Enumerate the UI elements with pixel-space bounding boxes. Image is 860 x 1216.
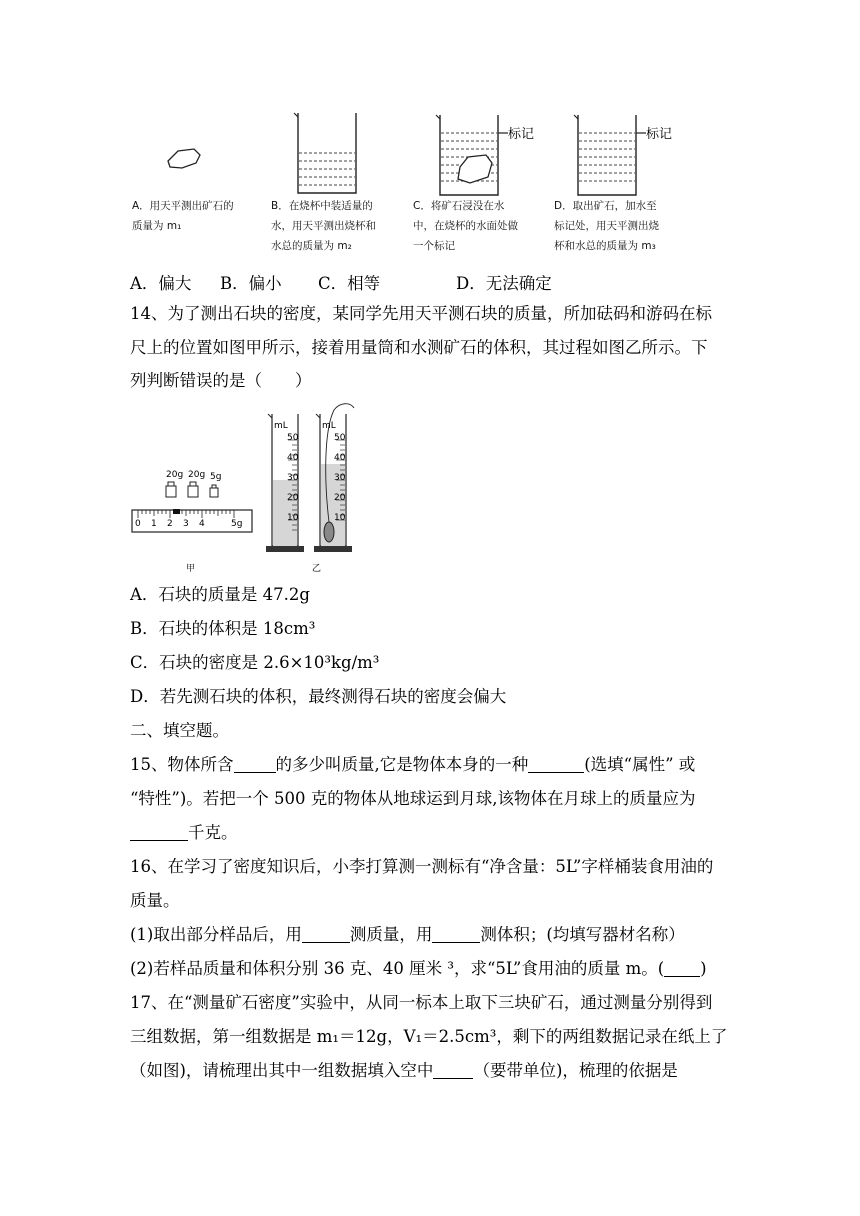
q14-option-a: A．石块的质量是 47.2g bbox=[130, 585, 310, 604]
q16-line-3: (1)取出部分样品后，用 测质量，用 测体积；(均填写器材名称） bbox=[130, 925, 685, 944]
q13-option-c: C．相等 bbox=[318, 274, 381, 293]
label-jia: 甲 bbox=[186, 564, 196, 574]
q13-figure bbox=[130, 105, 690, 200]
q13-option-d: D．无法确定 bbox=[456, 274, 552, 293]
scale-tick-3: 3 bbox=[183, 519, 189, 529]
q16-line-2: 质量。 bbox=[130, 891, 180, 910]
beaker-d bbox=[574, 115, 646, 195]
mark-label-d: 标记 bbox=[646, 127, 673, 142]
q17-line-2: 三组数据，第一组数据是 m₁＝12g，V₁＝2.5cm³，剩下的两组数据记录在纸上了 bbox=[130, 1027, 728, 1046]
q14-line-1: 14、为了测出石块的密度，某同学先用天平测石块的质量，所加砝码和游码在标 bbox=[130, 304, 712, 323]
q15-line-2: “特性”)。若把一个 500 克的物体从地球运到月球,该物体在月球上的质量应为 bbox=[130, 789, 696, 808]
cylinder-1-tick-20: 20 bbox=[287, 493, 299, 503]
q15-line-3: 千克。 bbox=[130, 823, 238, 843]
section-heading: 二、填空题。 bbox=[130, 721, 229, 740]
scale-tick-2: 2 bbox=[167, 519, 173, 529]
q13-option-b: B．偏小 bbox=[220, 274, 282, 293]
cylinder-1-tick-10: 10 bbox=[287, 513, 299, 523]
label-yi: 乙 bbox=[312, 564, 322, 574]
q15-blank-2[interactable] bbox=[528, 756, 584, 773]
cylinder-1-tick-50: 50 bbox=[287, 433, 299, 443]
q15-line-1: 15、物体所含 的多少叫质量,它是物体本身的一种 (选填“属性” 或 bbox=[130, 755, 696, 774]
weight-20g-1 bbox=[166, 482, 176, 497]
caption-b: B．在烧杯中装适量的 水，用天平测出烧杯和 水总的质量为 m₂ bbox=[271, 200, 376, 252]
cylinder-1-unit: mL bbox=[274, 421, 288, 431]
cylinder-2-tick-40: 40 bbox=[334, 453, 346, 463]
cylinder-2-tick-30: 30 bbox=[334, 473, 346, 483]
q14-line-2: 尺上的位置如图甲所示，接着用量筒和水测矿石的体积，其过程如图乙所示。下 bbox=[130, 338, 708, 357]
caption-d: D．取出矿石，加水至 标记处，用天平测出烧 杯和水总的质量为 m₃ bbox=[554, 200, 659, 252]
scale-tick-1: 1 bbox=[151, 519, 157, 529]
q16-blank-2[interactable] bbox=[432, 926, 480, 943]
q13-option-a: A．偏大 bbox=[130, 274, 192, 293]
q14-option-c: C．石块的密度是 2.6×10³kg/m³ bbox=[130, 653, 380, 672]
scale-tick-0: 0 bbox=[135, 519, 141, 529]
weight-label-1: 20g bbox=[166, 470, 184, 480]
q16-line-1: 16、在学习了密度知识后，小李打算测一测标有“净含量：5L”字样桶装食用油的 bbox=[130, 857, 714, 876]
beaker-c bbox=[436, 115, 508, 195]
stone-in-cylinder bbox=[324, 522, 334, 542]
beaker-b bbox=[294, 113, 356, 193]
rock-drawing bbox=[168, 149, 200, 168]
cylinder-2-tick-10: 10 bbox=[334, 513, 346, 523]
cylinder-1-tick-40: 40 bbox=[287, 453, 299, 463]
q15-blank-3[interactable] bbox=[130, 824, 188, 841]
q14-line-3: 列判断错误的是（ ） bbox=[130, 371, 312, 390]
q14-option-d: D．若先测石块的体积，最终测得石块的密度会偏大 bbox=[130, 687, 507, 706]
caption-a: A．用天平测出矿石的 质量为 m₁ bbox=[132, 200, 234, 232]
weight-5g bbox=[210, 485, 218, 497]
rider bbox=[173, 509, 180, 514]
q17-line-3: （如图)，请梳理出其中一组数据填入空中 （要带单位)，梳理的依据是 bbox=[130, 1061, 678, 1080]
cylinder-2-tick-20: 20 bbox=[334, 493, 346, 503]
q17-line-1: 17、在“测量矿石密度”实验中，从同一标本上取下三块矿石，通过测量分别得到 bbox=[130, 993, 713, 1012]
scale-tick-4: 4 bbox=[199, 519, 205, 529]
q16-blank-1[interactable] bbox=[302, 926, 350, 943]
weight-label-2: 20g bbox=[188, 470, 206, 480]
q16-line-4: (2)若样品质量和体积分别 36 克、40 厘米 ³，求“5L”食用油的质量 m。( ) bbox=[130, 959, 707, 978]
q14-option-b: B．石块的体积是 18cm³ bbox=[130, 619, 316, 638]
scale-tick-5: 5g bbox=[231, 519, 243, 529]
weight-label-3: 5g bbox=[210, 472, 222, 482]
mark-label-c: 标记 bbox=[508, 127, 535, 142]
q17-blank-1[interactable] bbox=[433, 1062, 473, 1079]
cylinder-2-unit: mL bbox=[322, 421, 336, 431]
weight-20g-2 bbox=[188, 482, 198, 497]
cylinder-1-tick-30: 30 bbox=[287, 473, 299, 483]
q16-blank-3[interactable] bbox=[664, 960, 700, 977]
q15-blank-1[interactable] bbox=[234, 756, 276, 773]
caption-c: C．将矿石浸没在水 中，在烧杯的水面处做 一个标记 bbox=[413, 200, 518, 252]
cylinder-2-tick-50: 50 bbox=[334, 433, 346, 443]
